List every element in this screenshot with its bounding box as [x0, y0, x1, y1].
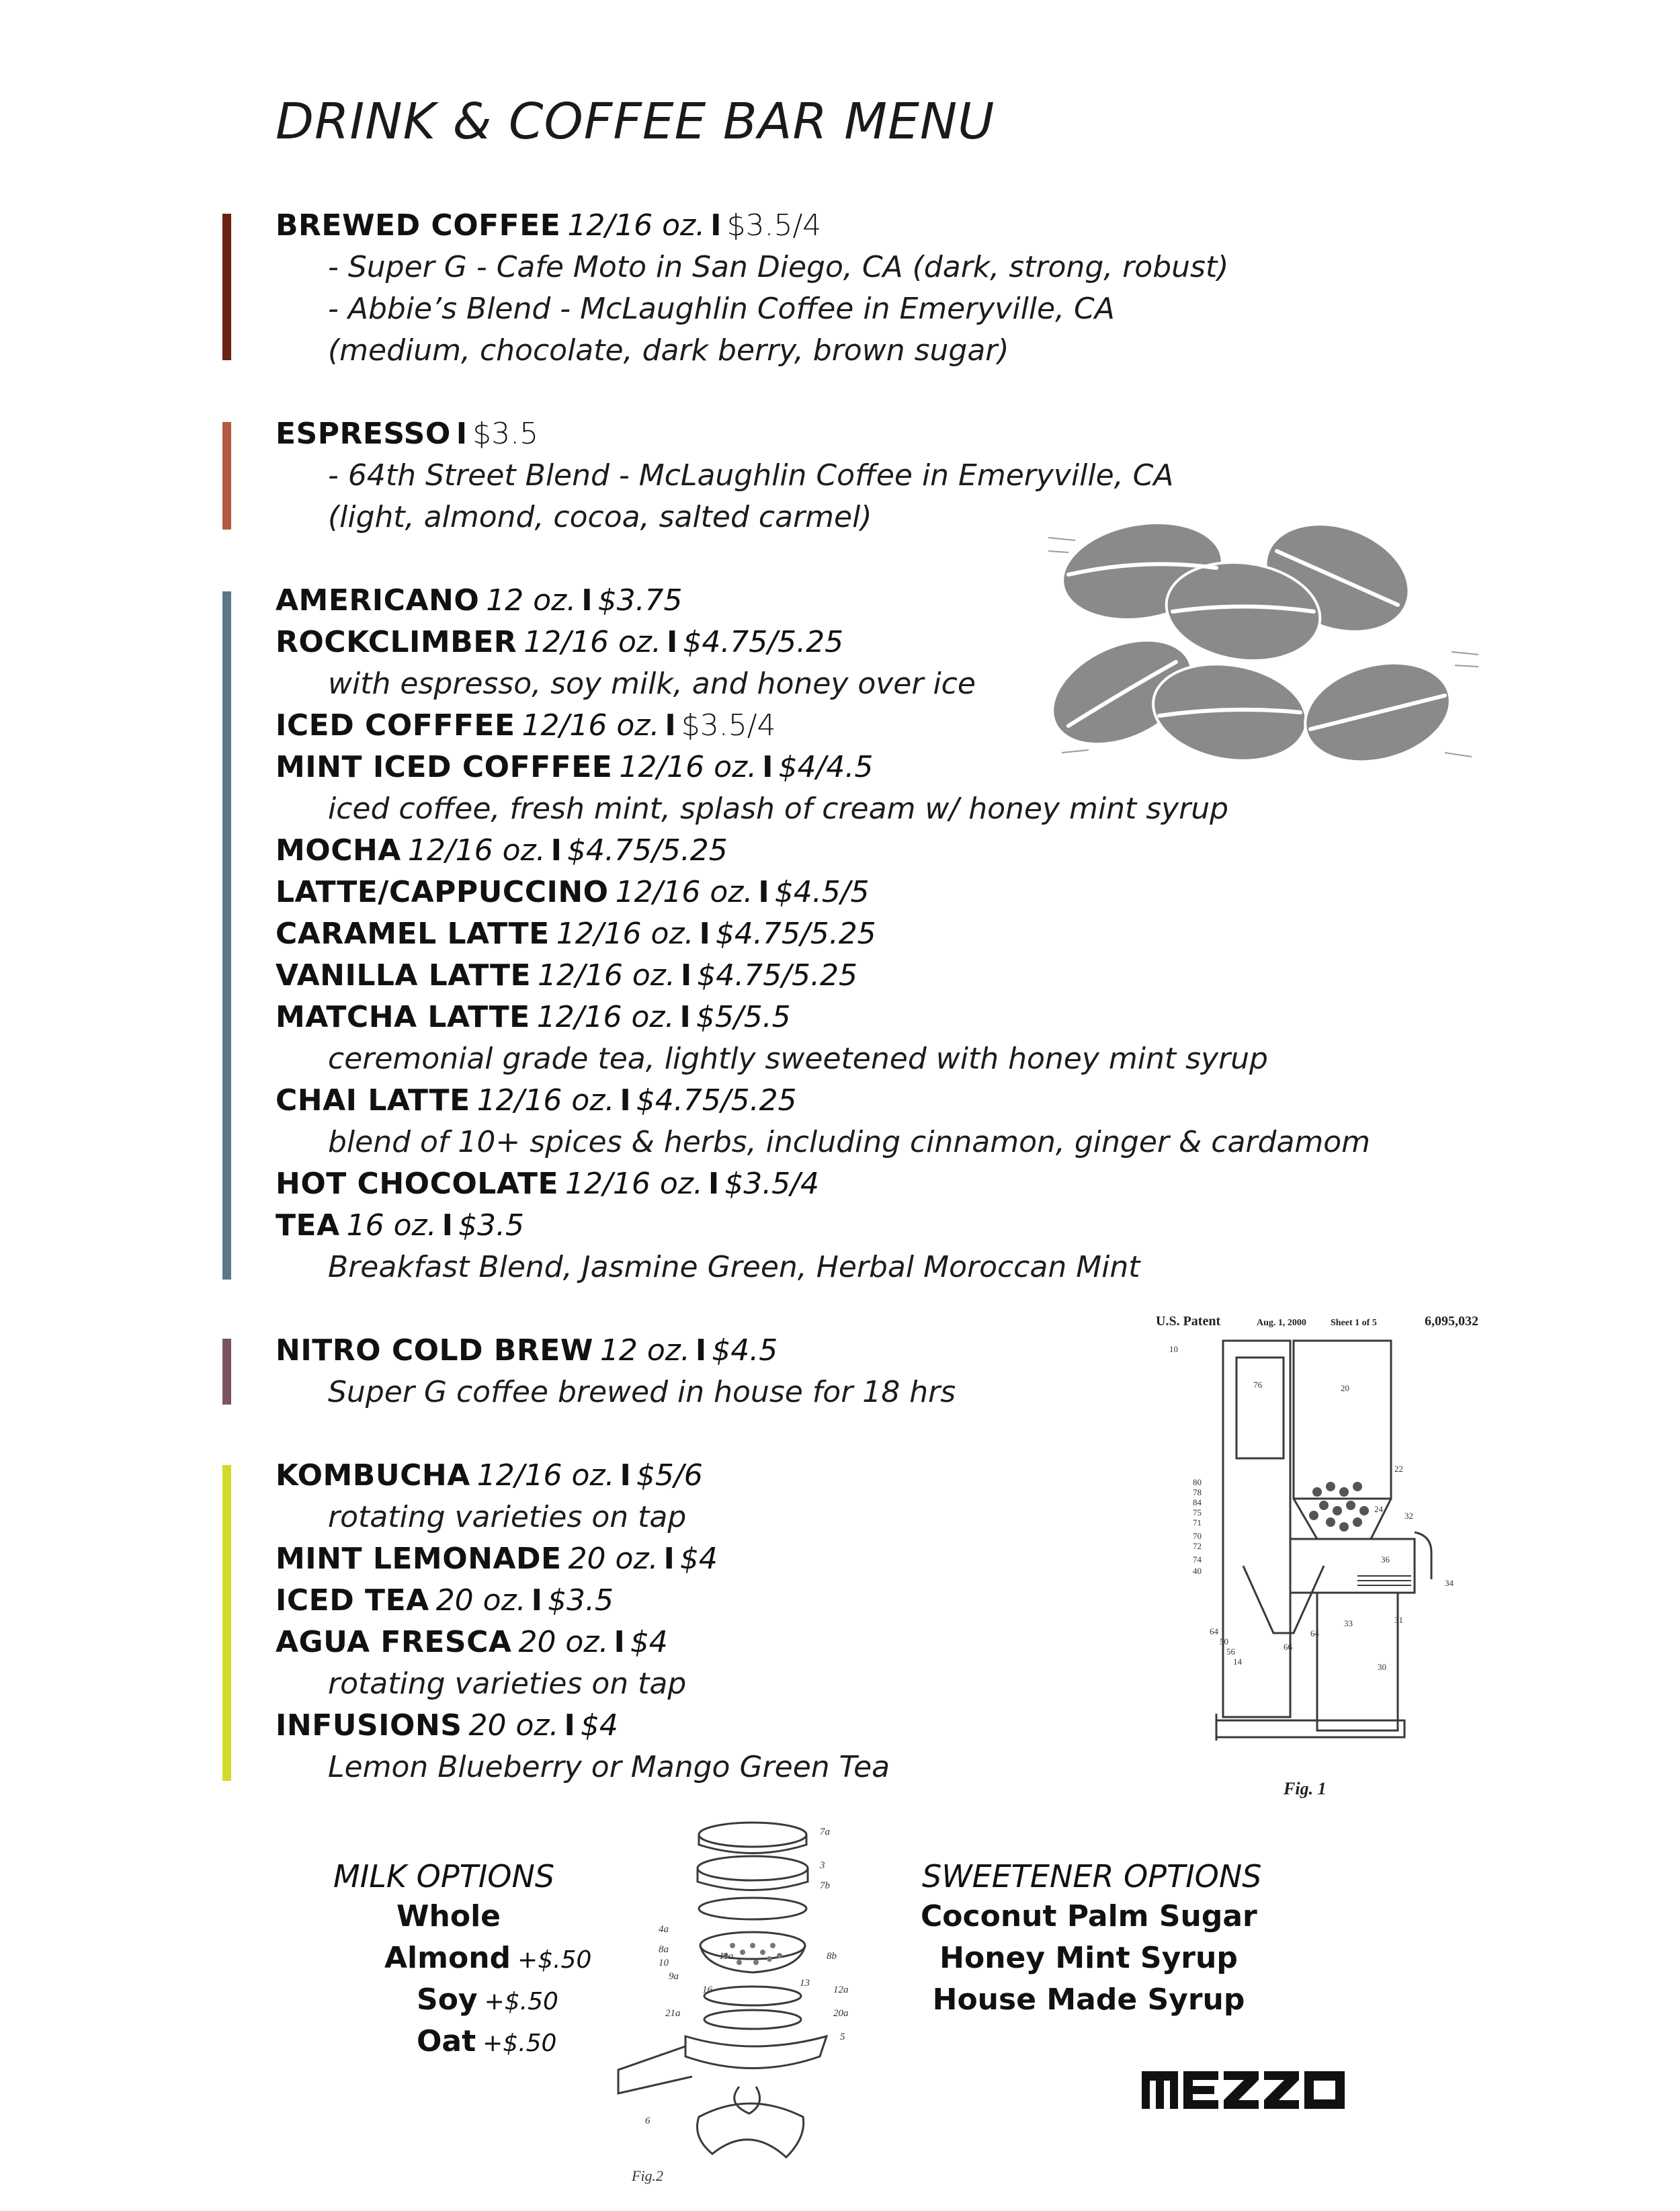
- option-name: Whole: [396, 1899, 501, 1933]
- option-upcharge: +$.50: [517, 1946, 592, 1974]
- menu-item-chai-latte: [276, 1080, 797, 1122]
- item-price: $3.5: [548, 1583, 614, 1618]
- item-size: 12/16 oz.: [556, 917, 694, 951]
- patent-ref-label: 74: [1193, 1554, 1202, 1565]
- menu-item-espresso: [276, 413, 538, 455]
- fig2-ref-label: 7b: [820, 1880, 830, 1891]
- item-size: 12 oz.: [599, 1333, 690, 1368]
- menu-item-mint-iced-coffee: [276, 747, 873, 788]
- item-size: 12/16 oz.: [523, 625, 661, 659]
- patent-ref-label: 64: [1210, 1626, 1218, 1636]
- milk-option-almond: [384, 1941, 591, 1975]
- milk-option-soy: [417, 1983, 558, 2017]
- item-name: AGUA FRESCA: [276, 1625, 512, 1659]
- menu-item-mocha: [276, 830, 728, 872]
- item-size: 12/16 oz.: [615, 875, 753, 909]
- patent-ref-label: 32: [1404, 1511, 1413, 1521]
- fig2-ref-label: 4a: [659, 1924, 669, 1935]
- sweetener-options-heading: SWEETENER OPTIONS: [922, 1858, 1262, 1894]
- patent-ref-label: 22: [1394, 1464, 1403, 1474]
- item-name: ESPRESSO: [276, 417, 451, 451]
- menu-item-agua-fresca: [276, 1622, 668, 1663]
- menu-title: DRINK & COFFEE BAR MENU: [276, 93, 995, 151]
- item-price: $3.5/4: [681, 708, 776, 743]
- item-separator: I: [708, 1167, 720, 1201]
- menu-item-iced-tea: [276, 1580, 614, 1622]
- item-price: $3.5: [458, 1208, 524, 1243]
- patent-fig-caption: Fig. 1: [1284, 1779, 1327, 1798]
- item-size: 12/16 oz.: [476, 1458, 615, 1493]
- milk-option-whole: [396, 1899, 501, 1933]
- item-separator: I: [456, 417, 468, 451]
- patent-ref-label: 70: [1193, 1531, 1202, 1541]
- option-upcharge: +$.50: [484, 1988, 558, 2015]
- item-description: rotating varieties on tap: [328, 1500, 687, 1534]
- item-size: 12/16 oz.: [407, 833, 546, 868]
- item-price: $3.5: [472, 417, 539, 451]
- fig2-ref-label: 5: [840, 2032, 845, 2042]
- patent-header-number: 6,095,032: [1425, 1314, 1478, 1329]
- item-price: $4.5: [712, 1333, 778, 1368]
- menu-item-caramel-latte: [276, 913, 876, 955]
- item-price: $5/6: [636, 1458, 703, 1493]
- item-size: 12/16 oz.: [476, 1083, 615, 1118]
- fig2-ref-label: 12a: [833, 1985, 849, 1995]
- item-separator: I: [442, 1208, 453, 1243]
- item-price: $4.5/5: [774, 875, 870, 909]
- item-separator: I: [758, 875, 769, 909]
- fig2-ref-label: 8a: [659, 1944, 669, 1955]
- item-name: CARAMEL LATTE: [276, 917, 550, 951]
- item-description: rotating varieties on tap: [328, 1667, 687, 1701]
- item-name: TEA: [276, 1208, 340, 1243]
- menu-item-americano: [276, 580, 683, 622]
- patent-header-sheet: Sheet 1 of 5: [1331, 1318, 1377, 1328]
- item-size: 12/16 oz.: [619, 750, 757, 784]
- menu-item-vanilla-latte: [276, 955, 857, 997]
- menu-item-iced-coffee: [276, 705, 776, 747]
- sweetener-option: Honey Mint Syrup: [939, 1941, 1238, 1975]
- item-separator: I: [663, 1542, 675, 1576]
- option-name: Oat: [417, 2024, 476, 2058]
- fig2-ref-label: 3: [820, 1860, 825, 1871]
- fig2-ref-label: 6: [645, 2116, 650, 2126]
- patent-ref-label: 75: [1193, 1507, 1202, 1517]
- item-name: ROCKCLIMBER: [276, 625, 517, 659]
- nitro-color-bar: [222, 1339, 231, 1405]
- milk-options-heading: MILK OPTIONS: [333, 1858, 555, 1894]
- patent-ref-label: 30: [1378, 1662, 1386, 1672]
- patent-ref-label: 34: [1445, 1578, 1454, 1588]
- item-price: $4.75/5.25: [683, 625, 844, 659]
- fig2-ref-label: 8b: [827, 1951, 837, 1962]
- item-separator: I: [710, 208, 722, 243]
- menu-item-mint-lemonade: [276, 1538, 718, 1580]
- item-size: 16 oz.: [346, 1208, 437, 1243]
- patent-header-label: U.S. Patent: [1156, 1314, 1221, 1329]
- patent-grinder-drawing: [1156, 1310, 1478, 1821]
- item-name: MINT LEMONADE: [276, 1542, 562, 1576]
- mezzo-logo: [1139, 2063, 1347, 2117]
- item-size: 12/16 oz.: [536, 1000, 675, 1034]
- item-separator: I: [614, 1625, 625, 1659]
- item-separator: I: [762, 750, 773, 784]
- espresso-color-bar: [222, 422, 231, 530]
- patent-ref-label: 10: [1169, 1344, 1178, 1354]
- patent-ref-label: 40: [1193, 1566, 1202, 1576]
- item-description: ceremonial grade tea, lightly sweetened with honey mint syrup: [328, 1042, 1268, 1076]
- item-description: Super G coffee brewed in house for 18 hrs: [328, 1375, 956, 1409]
- item-separator: I: [564, 1708, 575, 1743]
- item-name: MINT ICED COFFFEE: [276, 750, 613, 784]
- fig2-ref-label: 21a: [665, 2008, 681, 2019]
- patent-ref-label: 14: [1233, 1657, 1242, 1667]
- item-separator: I: [620, 1083, 631, 1118]
- item-size: 20 oz.: [518, 1625, 609, 1659]
- item-price: $4: [580, 1708, 618, 1743]
- portafilter-drawing: [605, 1814, 914, 2211]
- item-size: 12/16 oz.: [565, 1167, 703, 1201]
- brewed-color-bar: [222, 214, 231, 360]
- item-name: ICED COFFFEE: [276, 708, 515, 743]
- item-size: 12/16 oz.: [538, 958, 675, 993]
- menu-item-kombucha: [276, 1455, 703, 1497]
- item-description: (medium, chocolate, dark berry, brown sugar): [328, 333, 1009, 368]
- item-name: MATCHA LATTE: [276, 1000, 530, 1034]
- item-size: 12/16 oz.: [567, 208, 706, 243]
- patent-ref-label: 36: [1381, 1554, 1390, 1565]
- espresso-drinks-color-bar: [222, 591, 231, 1280]
- item-size: 12/16 oz.: [521, 708, 660, 743]
- patent-ref-label: 66: [1284, 1642, 1292, 1652]
- item-name: VANILLA LATTE: [276, 958, 532, 993]
- item-name: MOCHA: [276, 833, 401, 868]
- menu-item-nitro-cold-brew: [276, 1330, 778, 1372]
- item-separator: I: [620, 1458, 631, 1493]
- option-name: Almond: [384, 1941, 511, 1975]
- item-price: $4: [630, 1625, 668, 1659]
- item-name: LATTE/CAPPUCCINO: [276, 875, 609, 909]
- patent-ref-label: 76: [1253, 1380, 1262, 1390]
- item-price: $3.75: [597, 583, 683, 618]
- item-separator: I: [581, 583, 593, 618]
- option-upcharge: +$.50: [482, 2030, 557, 2057]
- patent-ref-label: 84: [1193, 1497, 1202, 1507]
- patent-ref-label: 78: [1193, 1487, 1202, 1497]
- item-size: 20 oz.: [435, 1583, 526, 1618]
- menu-item-tea: [276, 1205, 524, 1247]
- patent-ref-label: 33: [1344, 1618, 1353, 1628]
- item-price: $5/5.5: [696, 1000, 791, 1034]
- item-size: 12 oz.: [486, 583, 577, 618]
- item-name: NITRO COLD BREW: [276, 1333, 593, 1368]
- item-separator: I: [695, 1333, 707, 1368]
- item-description: blend of 10+ spices & herbs, including cinnamon, ginger & cardamom: [328, 1125, 1371, 1159]
- item-description: - Abbie’s Blend - McLaughlin Coffee in Emeryville, CA: [328, 292, 1115, 326]
- item-separator: I: [531, 1583, 543, 1618]
- item-price: $4.75/5.25: [636, 1083, 797, 1118]
- item-description: - 64th Street Blend - McLaughlin Coffee in Emeryville, CA: [328, 458, 1174, 493]
- item-separator: I: [699, 917, 710, 951]
- item-price: $4/4.5: [778, 750, 874, 784]
- patent-ref-label: 24: [1374, 1504, 1383, 1514]
- item-price: $3.5/4: [724, 1167, 819, 1201]
- item-separator: I: [680, 958, 692, 993]
- item-separator: I: [679, 1000, 691, 1034]
- item-price: $4: [679, 1542, 718, 1576]
- item-description: with espresso, soy milk, and honey over ice: [328, 667, 976, 701]
- option-name: Soy: [417, 1983, 478, 2017]
- fig2-ref-label: 10: [659, 1958, 669, 1968]
- item-description: iced coffee, fresh mint, splash of cream w/ honey mint syrup: [328, 792, 1229, 826]
- item-description: Lemon Blueberry or Mango Green Tea: [328, 1750, 890, 1784]
- menu-item-brewed-coffee: [276, 205, 821, 247]
- item-size: 20 oz.: [468, 1708, 559, 1743]
- patent-ref-label: 56: [1226, 1646, 1235, 1657]
- coffee-beans-illustration: [1048, 511, 1478, 780]
- patent-ref-label: 64: [1310, 1628, 1319, 1638]
- item-name: HOT CHOCOLATE: [276, 1167, 559, 1201]
- item-price: $4.75/5.25: [697, 958, 857, 993]
- item-size: 20 oz.: [568, 1542, 659, 1576]
- menu-item-latte-cappuccino: [276, 872, 870, 913]
- item-name: AMERICANO: [276, 583, 480, 618]
- patent-ref-label: 50: [1220, 1636, 1228, 1646]
- patent-header-date: Aug. 1, 2000: [1257, 1318, 1306, 1328]
- item-price: $4.75/5.25: [567, 833, 728, 868]
- fig2-ref-label: 7a: [820, 1827, 830, 1837]
- fig2-ref-label: 11a: [719, 1951, 734, 1962]
- item-name: CHAI LATTE: [276, 1083, 470, 1118]
- fig2-ref-label: 20a: [833, 2008, 849, 2019]
- item-separator: I: [666, 625, 678, 659]
- menu-item-matcha-latte: [276, 997, 791, 1038]
- item-separator: I: [665, 708, 676, 743]
- item-price: $3.5/4: [726, 208, 822, 243]
- fig2-ref-label: 13: [800, 1978, 810, 1989]
- item-name: BREWED COFFEE: [276, 208, 561, 243]
- patent-ref-label: 72: [1193, 1541, 1202, 1551]
- item-name: INFUSIONS: [276, 1708, 462, 1743]
- sweetener-option: House Made Syrup: [932, 1983, 1245, 2017]
- item-description: - Super G - Cafe Moto in San Diego, CA (dark, strong, robust): [328, 250, 1229, 284]
- patent-ref-label: 31: [1394, 1615, 1403, 1625]
- patent-ref-label: 80: [1193, 1477, 1202, 1487]
- menu-item-infusions: [276, 1705, 618, 1747]
- fig2-ref-label: 16: [702, 1985, 712, 1995]
- sweetener-option: Coconut Palm Sugar: [921, 1899, 1257, 1933]
- patent-ref-label: 20: [1341, 1383, 1349, 1393]
- item-name: KOMBUCHA: [276, 1458, 470, 1493]
- patent-ref-label: 71: [1193, 1517, 1202, 1528]
- menu-item-hot-chocolate: [276, 1163, 819, 1205]
- menu-item-rockclimber: [276, 622, 843, 663]
- item-price: $4.75/5.25: [715, 917, 876, 951]
- other-drinks-color-bar: [222, 1465, 231, 1781]
- fig2-caption: Fig.2: [632, 2167, 664, 2184]
- item-description: (light, almond, cocoa, salted carmel): [328, 500, 872, 534]
- milk-option-oat: [417, 2024, 556, 2058]
- item-description: Breakfast Blend, Jasmine Green, Herbal Moroccan Mint: [328, 1250, 1140, 1284]
- item-name: ICED TEA: [276, 1583, 429, 1618]
- fig2-ref-label: 9a: [669, 1971, 679, 1982]
- item-separator: I: [550, 833, 562, 868]
